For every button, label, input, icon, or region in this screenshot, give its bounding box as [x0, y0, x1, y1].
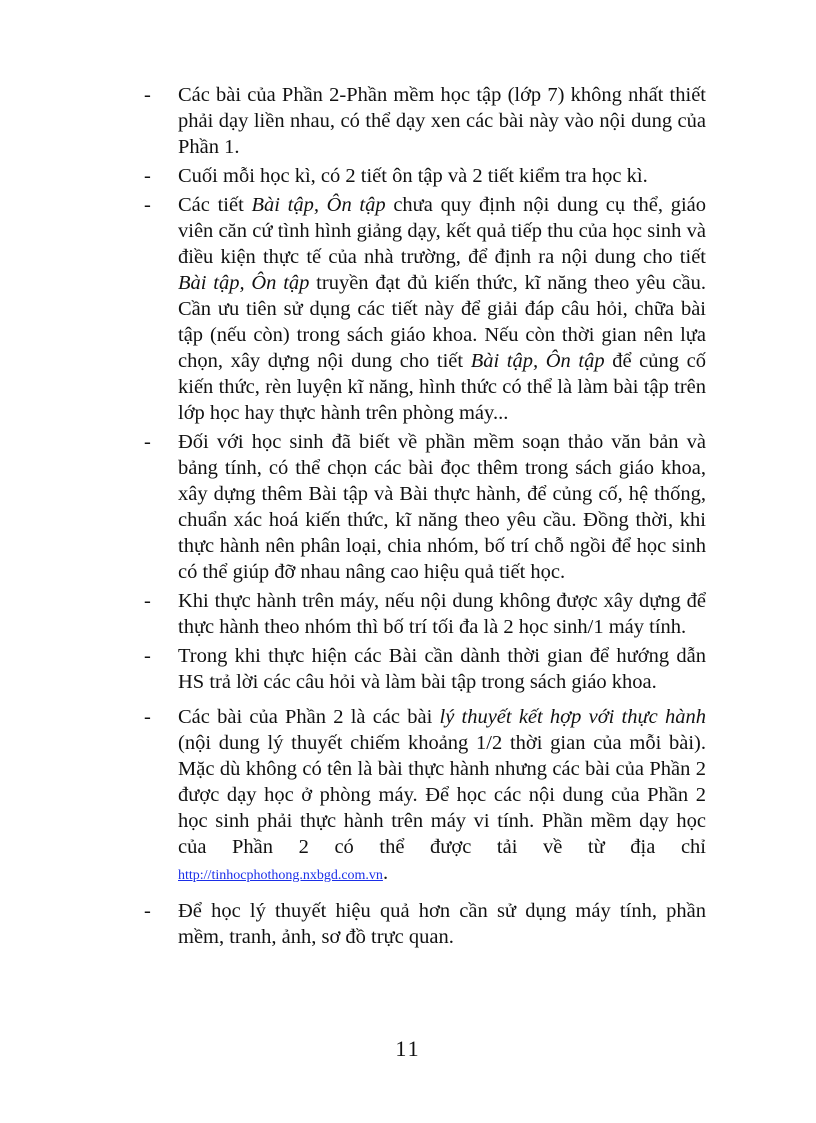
list-item [0, 429, 706, 585]
italic-term: Bài tập, Ôn tập [470, 350, 605, 372]
list-dash: - [144, 645, 151, 667]
list-item [0, 704, 706, 889]
list-dash: - [144, 706, 151, 728]
page-number: 11 [395, 1036, 421, 1061]
list-item [0, 588, 706, 640]
list-item-text: . [382, 862, 389, 884]
list-item-text: Cuối mỗi học kì, có 2 tiết ôn tập và 2 tiết kiểm tra học kì. [178, 165, 648, 187]
list-item [0, 643, 706, 695]
guideline-list [0, 82, 816, 953]
list-item [0, 898, 706, 950]
list-item [0, 192, 706, 426]
list-dash: - [144, 194, 151, 216]
list-item [0, 82, 706, 160]
list-item-text: Đối với học sinh đã biết về phần mềm soạn thảo văn bản và bảng tính, có thể chọn các bài đọc thêm trong sách giáo khoa, xây dựng thêm Bài tập và Bài thực hành, để củng cố, hệ thống, chuẩn xác hoá kiến thức, kĩ năng theo yêu cầu. Đồng thời, khi thực hành nên phân loại, chia nhóm, bố trí chỗ ngồi để học sinh có thể giúp đỡ nhau nâng cao hiệu quả tiết học. [178, 431, 706, 583]
list-item [0, 163, 706, 189]
download-link[interactable]: http://tinhocphothong.nxbgd.com.vn [178, 868, 383, 883]
list-item-text: truyền đạt đủ kiến thức, kĩ năng theo yêu cầu. Cần ưu tiên sử dụng các tiết này để giải đáp câu hỏi, chữa bài tập (nếu còn) trong sách giáo khoa. Nếu còn thời gian nên lựa chọn, xây dựng nội dung cho tiết [178, 272, 706, 372]
list-item-text: Các bài của Phần 2-Phần mềm học tập (lớp 7) không nhất thiết phải dạy liền nhau, có thể dạy xen các bài này vào nội dung của Phần 1. [178, 84, 706, 158]
list-item-text: (nội dung lý thuyết chiếm khoảng 1/2 thời gian của mỗi bài). Mặc dù không có tên là bài thực hành nhưng các bài của Phần 2 được dạy học ở phòng máy. Để học các nội dung của Phần 2 học sinh phải thực hành trên máy vi tính. Phần mềm dạy học của Phần 2 có thể được tải về từ địa chỉ [178, 732, 706, 858]
list-dash: - [144, 165, 151, 187]
list-item-text: Trong khi thực hiện các Bài cần dành thời gian để hướng dẫn HS trả lời các câu hỏi và làm bài tập trong sách giáo khoa. [178, 645, 706, 693]
list-item-text: Để học lý thuyết hiệu quả hơn cần sử dụng máy tính, phần mềm, tranh, ảnh, sơ đồ trực quan. [178, 900, 706, 948]
list-dash: - [144, 590, 151, 612]
list-item-text: Khi thực hành trên máy, nếu nội dung không được xây dựng để thực hành theo nhóm thì bố trí tối đa là 2 học sinh/1 máy tính. [178, 590, 706, 638]
list-dash: - [144, 84, 151, 106]
italic-term: Bài tập, Ôn tập [178, 272, 310, 294]
list-item-text: Các tiết [178, 194, 252, 216]
list-item-text: Các bài của Phần 2 là các bài [178, 706, 440, 728]
list-dash: - [144, 900, 151, 922]
list-item-text: chưa quy định nội dung cụ thể, giáo viên căn cứ tình hình giảng dạy, kết quả tiếp thu của học sinh và điều kiện thực tế của nhà trường, để định ra nội dung cho tiết [178, 194, 707, 268]
list-item-text: để củng cố kiến thức, rèn luyện kĩ năng, hình thức có thể là làm bài tập trên lớp học hay thực hành trên phòng máy... [178, 350, 706, 424]
italic-term: Bài tập, Ôn tập [251, 194, 386, 216]
list-dash: - [144, 431, 151, 453]
italic-term: lý thuyết kết hợp với thực hành [439, 706, 706, 728]
